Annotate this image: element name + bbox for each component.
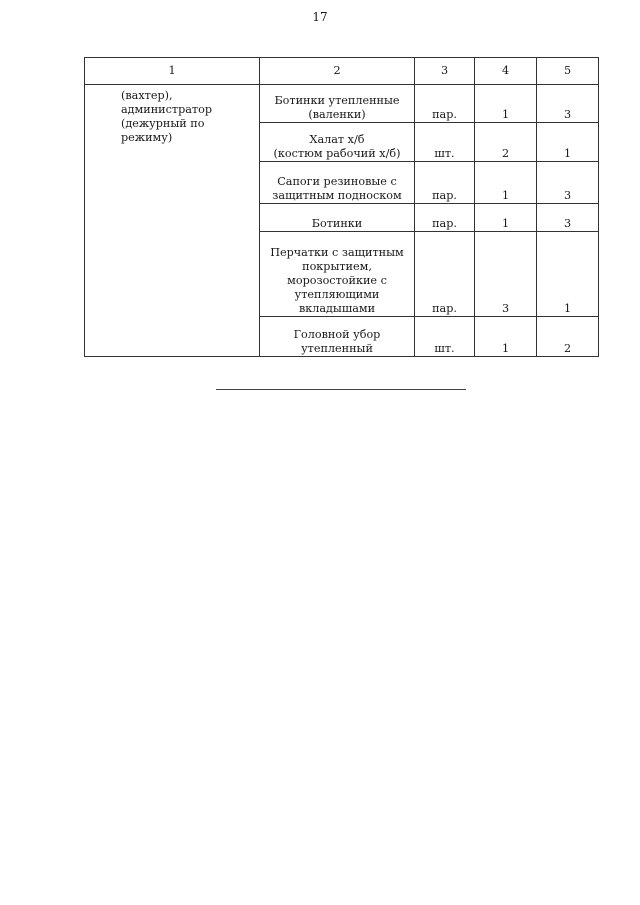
description-line: (вахтер), bbox=[121, 89, 173, 102]
item-quantity: 2 bbox=[475, 123, 537, 162]
position-description bbox=[85, 85, 260, 357]
description-line: (дежурный по режиму) bbox=[121, 117, 205, 144]
item-quantity: 1 bbox=[475, 162, 537, 204]
item-unit: пар. bbox=[415, 85, 475, 123]
table-row bbox=[85, 85, 599, 123]
item-name: Сапоги резиновые с защитным подноском bbox=[260, 162, 415, 204]
header-col-4: 4 bbox=[475, 58, 537, 85]
end-separator-line bbox=[216, 389, 466, 390]
item-unit: пар. bbox=[415, 162, 475, 204]
item-term: 1 bbox=[537, 123, 599, 162]
item-unit: пар. bbox=[415, 232, 475, 317]
item-name: Головной убор утепленный bbox=[260, 317, 415, 357]
ppe-table bbox=[84, 57, 599, 357]
item-name: Халат х/б (костюм рабочий х/б) bbox=[260, 123, 415, 162]
description-line: администратор bbox=[121, 103, 213, 116]
item-quantity: 1 bbox=[475, 204, 537, 232]
item-quantity: 1 bbox=[475, 85, 537, 123]
item-quantity: 1 bbox=[475, 317, 537, 357]
page-number: 17 bbox=[312, 10, 328, 24]
item-unit: шт. bbox=[415, 317, 475, 357]
header-col-3: 3 bbox=[415, 58, 475, 85]
item-unit: пар. bbox=[415, 204, 475, 232]
table-header-row bbox=[85, 58, 599, 85]
item-name: Ботинки bbox=[260, 204, 415, 232]
item-term: 3 bbox=[537, 85, 599, 123]
item-name: Ботинки утепленные (валенки) bbox=[260, 85, 415, 123]
item-term: 2 bbox=[537, 317, 599, 357]
header-col-5: 5 bbox=[537, 58, 599, 85]
header-col-2: 2 bbox=[260, 58, 415, 85]
item-term: 1 bbox=[537, 232, 599, 317]
item-quantity: 3 bbox=[475, 232, 537, 317]
item-name: Перчатки с защитным покрытием, морозостойкие с утепляющими вкладышами bbox=[260, 232, 415, 317]
item-term: 3 bbox=[537, 204, 599, 232]
item-unit: шт. bbox=[415, 123, 475, 162]
item-term: 3 bbox=[537, 162, 599, 204]
header-col-1: 1 bbox=[85, 58, 260, 85]
